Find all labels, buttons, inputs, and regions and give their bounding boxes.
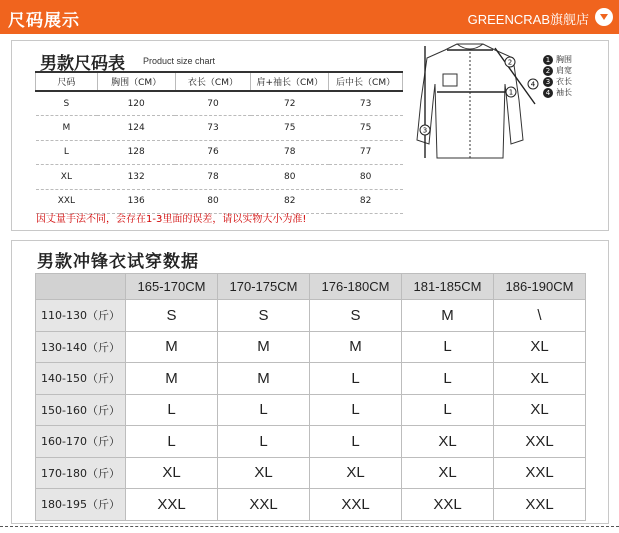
size-col-header: 肩+袖长（CM） [251,72,329,91]
table-cell: L [218,426,310,458]
table-cell: XL [494,363,586,395]
weight-row-header: 180-195（斤） [36,489,126,521]
size-table [35,71,403,214]
marker-shoulder-label: 2 [507,58,513,67]
table-cell: XL [218,457,310,489]
number-badge-icon: 1 [543,55,553,65]
table-row [36,140,403,165]
height-col-header: 186-190CM [494,274,586,300]
table-cell: XXL [402,489,494,521]
weight-row-header: 170-180（斤） [36,457,126,489]
table-cell: XL [402,426,494,458]
table-row [36,116,403,141]
table-cell: M [126,363,218,395]
number-badge-icon: 2 [543,66,553,76]
shirt-pocket [443,74,457,86]
height-col-header: 181-185CM [402,274,494,300]
table-cell: M [126,331,218,363]
table-cell: L [402,394,494,426]
marker-length-label: 3 [422,126,428,135]
table-cell: XL [494,331,586,363]
measurement-legend [543,54,572,98]
table-cell: M [218,331,310,363]
table-cell: S [36,91,98,116]
fit-chart-title: 男款冲锋衣试穿数据 [37,252,199,272]
table-cell: XL [126,457,218,489]
table-cell: 75 [329,116,403,141]
weight-row-header: 150-160（斤） [36,394,126,426]
table-cell: XXL [494,457,586,489]
table-cell: 77 [329,140,403,165]
table-cell: XXL [494,489,586,521]
table-cell: 132 [97,165,175,190]
table-cell: XL [494,394,586,426]
bottom-divider [0,526,619,527]
legend-label: 胸围 [556,55,572,64]
table-cell: 78 [251,140,329,165]
table-cell: L [310,394,402,426]
legend-label: 袖长 [556,88,572,97]
table-cell: 72 [251,91,329,116]
table-row [36,457,586,489]
fit-chart-panel [11,240,609,524]
table-cell: S [218,300,310,332]
table-cell: L [126,394,218,426]
table-cell: XXL [218,489,310,521]
table-cell: 128 [97,140,175,165]
table-row [36,426,586,458]
table-cell: L [402,363,494,395]
table-cell: M [218,363,310,395]
table-cell: L [126,426,218,458]
table-cell: 76 [175,140,251,165]
legend-label: 肩宽 [556,66,572,75]
height-col-header: 170-175CM [218,274,310,300]
height-col-header: 165-170CM [126,274,218,300]
table-cell: S [310,300,402,332]
size-col-header: 胸围（CM） [97,72,175,91]
size-col-header: 尺码 [36,72,98,91]
table-cell: XXL [310,489,402,521]
table-cell: \ [494,300,586,332]
marker-sleeve-label: 4 [530,80,536,89]
table-cell: M [36,116,98,141]
table-cell: 82 [251,189,329,214]
weight-row-header: 110-130（斤） [36,300,126,332]
table-row [36,394,586,426]
table-cell: 73 [329,91,403,116]
weight-row-header: 160-170（斤） [36,426,126,458]
table-cell: 78 [175,165,251,190]
header-bar [0,0,619,34]
table-row [36,363,586,395]
store-brand-link[interactable]: GREENCRAB旗舰店 [467,12,589,27]
table-cell: 136 [97,189,175,214]
table-row [36,489,586,521]
weight-row-header: 140-150（斤） [36,363,126,395]
size-col-header: 衣长（CM） [175,72,251,91]
height-col-header: 176-180CM [310,274,402,300]
legend-item [543,87,572,98]
size-chart-title: 男款尺码表 [40,54,125,74]
fit-table-header-row [36,274,586,300]
legend-item [543,54,572,65]
table-cell: XXL [494,426,586,458]
fit-table [35,273,586,521]
number-badge-icon: 3 [543,77,553,87]
table-row [36,331,586,363]
legend-label: 衣长 [556,77,572,86]
table-cell: M [310,331,402,363]
table-cell: XL [36,165,98,190]
table-cell: L [310,363,402,395]
table-cell: 80 [251,165,329,190]
table-cell: 70 [175,91,251,116]
number-badge-icon: 4 [543,88,553,98]
table-cell: S [126,300,218,332]
table-cell: M [402,300,494,332]
marker-chest-label: 1 [508,88,514,97]
size-table-header-row [36,72,403,91]
table-cell: L [218,394,310,426]
legend-item [543,65,572,76]
size-chart-subtitle: Product size chart [143,56,216,66]
legend-item [543,76,572,87]
table-row [36,165,403,190]
table-cell: 75 [251,116,329,141]
dropdown-arrow-icon[interactable] [595,8,613,26]
table-cell: L [36,140,98,165]
measurement-note: 因丈量手法不同，会存在1-3里面的误差，请以实物大小为准! [36,214,307,225]
table-cell: 73 [175,116,251,141]
table-cell: XL [402,457,494,489]
table-cell: 124 [97,116,175,141]
table-row [36,91,403,116]
table-cell: 80 [175,189,251,214]
table-cell: 80 [329,165,403,190]
size-col-header: 后中长（CM） [329,72,403,91]
table-row [36,300,586,332]
table-cell: 82 [329,189,403,214]
table-cell: XXL [126,489,218,521]
table-cell: L [310,426,402,458]
shirt-collar [457,44,483,49]
table-cell: XL [310,457,402,489]
fit-corner-cell [36,274,126,300]
shirt-measurement-diagram [405,40,545,160]
table-cell: L [402,331,494,363]
table-cell: 120 [97,91,175,116]
page-title: 尺码展示 [8,11,80,31]
table-cell: XXL [36,189,98,214]
weight-row-header: 130-140（斤） [36,331,126,363]
